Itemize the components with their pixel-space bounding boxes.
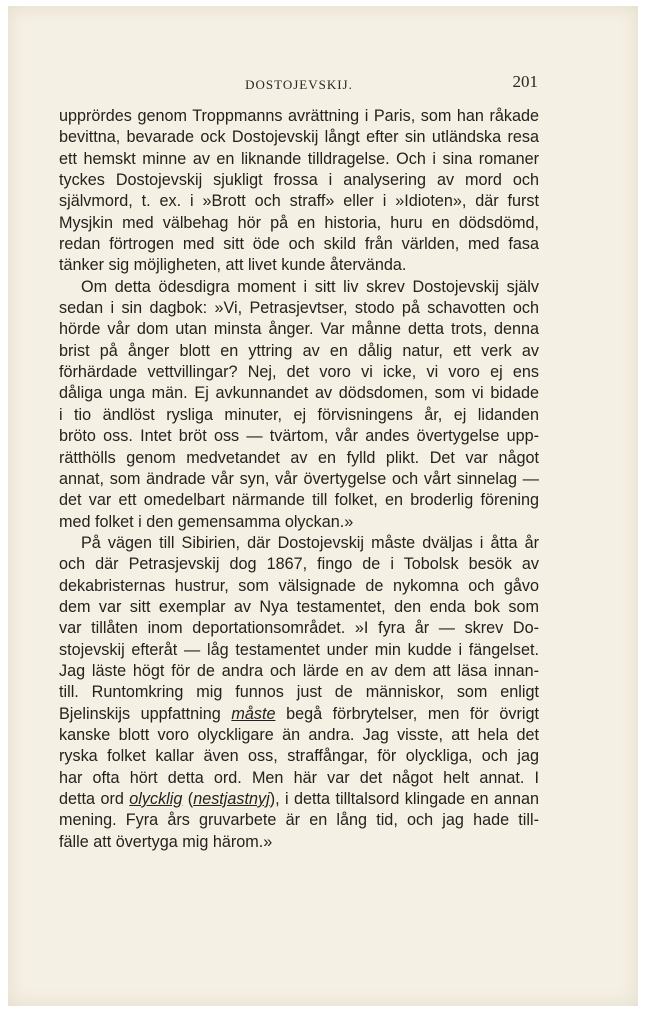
text-line: bröto oss. Intet bröt oss — tvärtom, vår andes övertygelse upp- bbox=[59, 427, 539, 446]
text-line: i tio ändlöst rysliga minuter, ej förvisningens år, ej lidanden bbox=[59, 405, 539, 424]
text-line: sedan i sin dagbok: »Vi, Petrasjevtser, stodo på schavotten och bbox=[59, 299, 539, 318]
text-line: bevittna, bevarade ock Dostojevskij långt efter sin utländska resa bbox=[59, 128, 539, 147]
text-segment: ( bbox=[182, 790, 194, 808]
text-line: det var ett omedelbart närmande till folket, en broderlig förening bbox=[59, 491, 539, 510]
text-line: brist på ånger blott en yttring av en dålig natur, ett verk av bbox=[59, 341, 539, 360]
text-line: annat, som ändrade vår syn, vår övertygelse och vårt sinnelag — bbox=[59, 469, 539, 488]
text-line: dem var sitt exemplar av Nya testamentet, den enda bok som bbox=[59, 597, 539, 616]
text-line: På vägen till Sibirien, där Dostojevskij måste dväljas i åtta år bbox=[81, 533, 539, 552]
text-line: Jag läste högt för de andra och lärde en av dem att läsa innan- bbox=[59, 661, 539, 680]
text-line: var tillåten inom deportationsområdet. »I fyra år — skrev Do- bbox=[59, 619, 539, 638]
text-line: tyckes Dostojevskij sjukligt frossa i analysering av mord och bbox=[59, 171, 539, 190]
body-text bbox=[59, 106, 539, 853]
text-line: har ofta hört detta ord. Men här var det något helt annat. I bbox=[59, 768, 539, 787]
text-line: hörde vår dom utan minsta ånger. Var månne detta trots, denna bbox=[59, 320, 539, 339]
text-line: ett hemskt minne av en liknande tilldragelse. Och i sina romaner bbox=[59, 149, 539, 168]
text-line: och där Petrasjevskij dog 1867, fingo de i Tobolsk besök av bbox=[59, 555, 539, 574]
emphasized-word: olycklig bbox=[129, 790, 183, 808]
text-line bbox=[59, 789, 539, 810]
text-segment: detta ord bbox=[59, 790, 130, 808]
text-line: till. Runtomkring mig funnos just de människor, som enligt bbox=[59, 683, 539, 702]
text-line: kanske blott voro olyckligare än andra. Jag visste, att hela det bbox=[59, 725, 539, 744]
page-number: 201 bbox=[512, 72, 538, 91]
emphasized-word: nestjastnyj bbox=[193, 790, 270, 808]
text-line: ryska folket kallar även oss, straffångar, för olyckliga, och jag bbox=[59, 747, 539, 766]
text-line: självmord, t. ex. i »Brott och straff» eller i »Idioten», där furst bbox=[59, 192, 539, 211]
text-line: Mysjkin med välbehag hör på en historia, huru en dödsdömd, bbox=[59, 213, 539, 232]
text-segment: begå förbrytelser, men för övrigt bbox=[275, 704, 539, 723]
emphasized-word: måste bbox=[231, 704, 276, 723]
running-head-title: DOSTOJEVSKIJ. bbox=[245, 77, 353, 92]
text-line: dekabristernas hustrur, som välsignade de nykomna och gåvo bbox=[59, 576, 539, 595]
text-line: mening. Fyra års gruvarbete är en lång tid, och jag hade till- bbox=[59, 811, 539, 830]
text-line: dåliga unga män. Ej avkunnandet av dödsdomen, som vi bidade bbox=[59, 384, 539, 403]
text-line bbox=[59, 704, 539, 725]
text-line: redan förtrogen med sitt öde och skild från världen, med fasa bbox=[59, 235, 539, 254]
text-line: förhärdade vettvillingar? Nej, det voro vi icke, vi voro ej ens bbox=[59, 363, 539, 382]
text-line: med folket i den gemensamma olyckan.» bbox=[59, 512, 354, 531]
text-segment: ), i detta tilltalsord klingade en annan bbox=[269, 790, 539, 808]
text-line: tänker sig möjligheten, att livet kunde återvända. bbox=[59, 256, 407, 275]
text-line: upprördes genom Troppmanns avrättning i Paris, som han råkade bbox=[59, 107, 539, 125]
text-line: Om detta ödesdigra moment i sitt liv skrev Dostojevskij själv bbox=[81, 277, 539, 296]
text-segment: Bjelinskijs uppfattning bbox=[59, 704, 232, 723]
text-line: fälle att övertyga mig härom.» bbox=[59, 832, 273, 851]
running-head bbox=[60, 72, 538, 96]
text-line: rätthölls genom medvetandet av en fylld plikt. Det var något bbox=[59, 448, 539, 467]
book-page bbox=[8, 6, 638, 1006]
text-line: stojevskij efteråt — låg testamentet under min kudde i fängelset. bbox=[59, 640, 539, 659]
